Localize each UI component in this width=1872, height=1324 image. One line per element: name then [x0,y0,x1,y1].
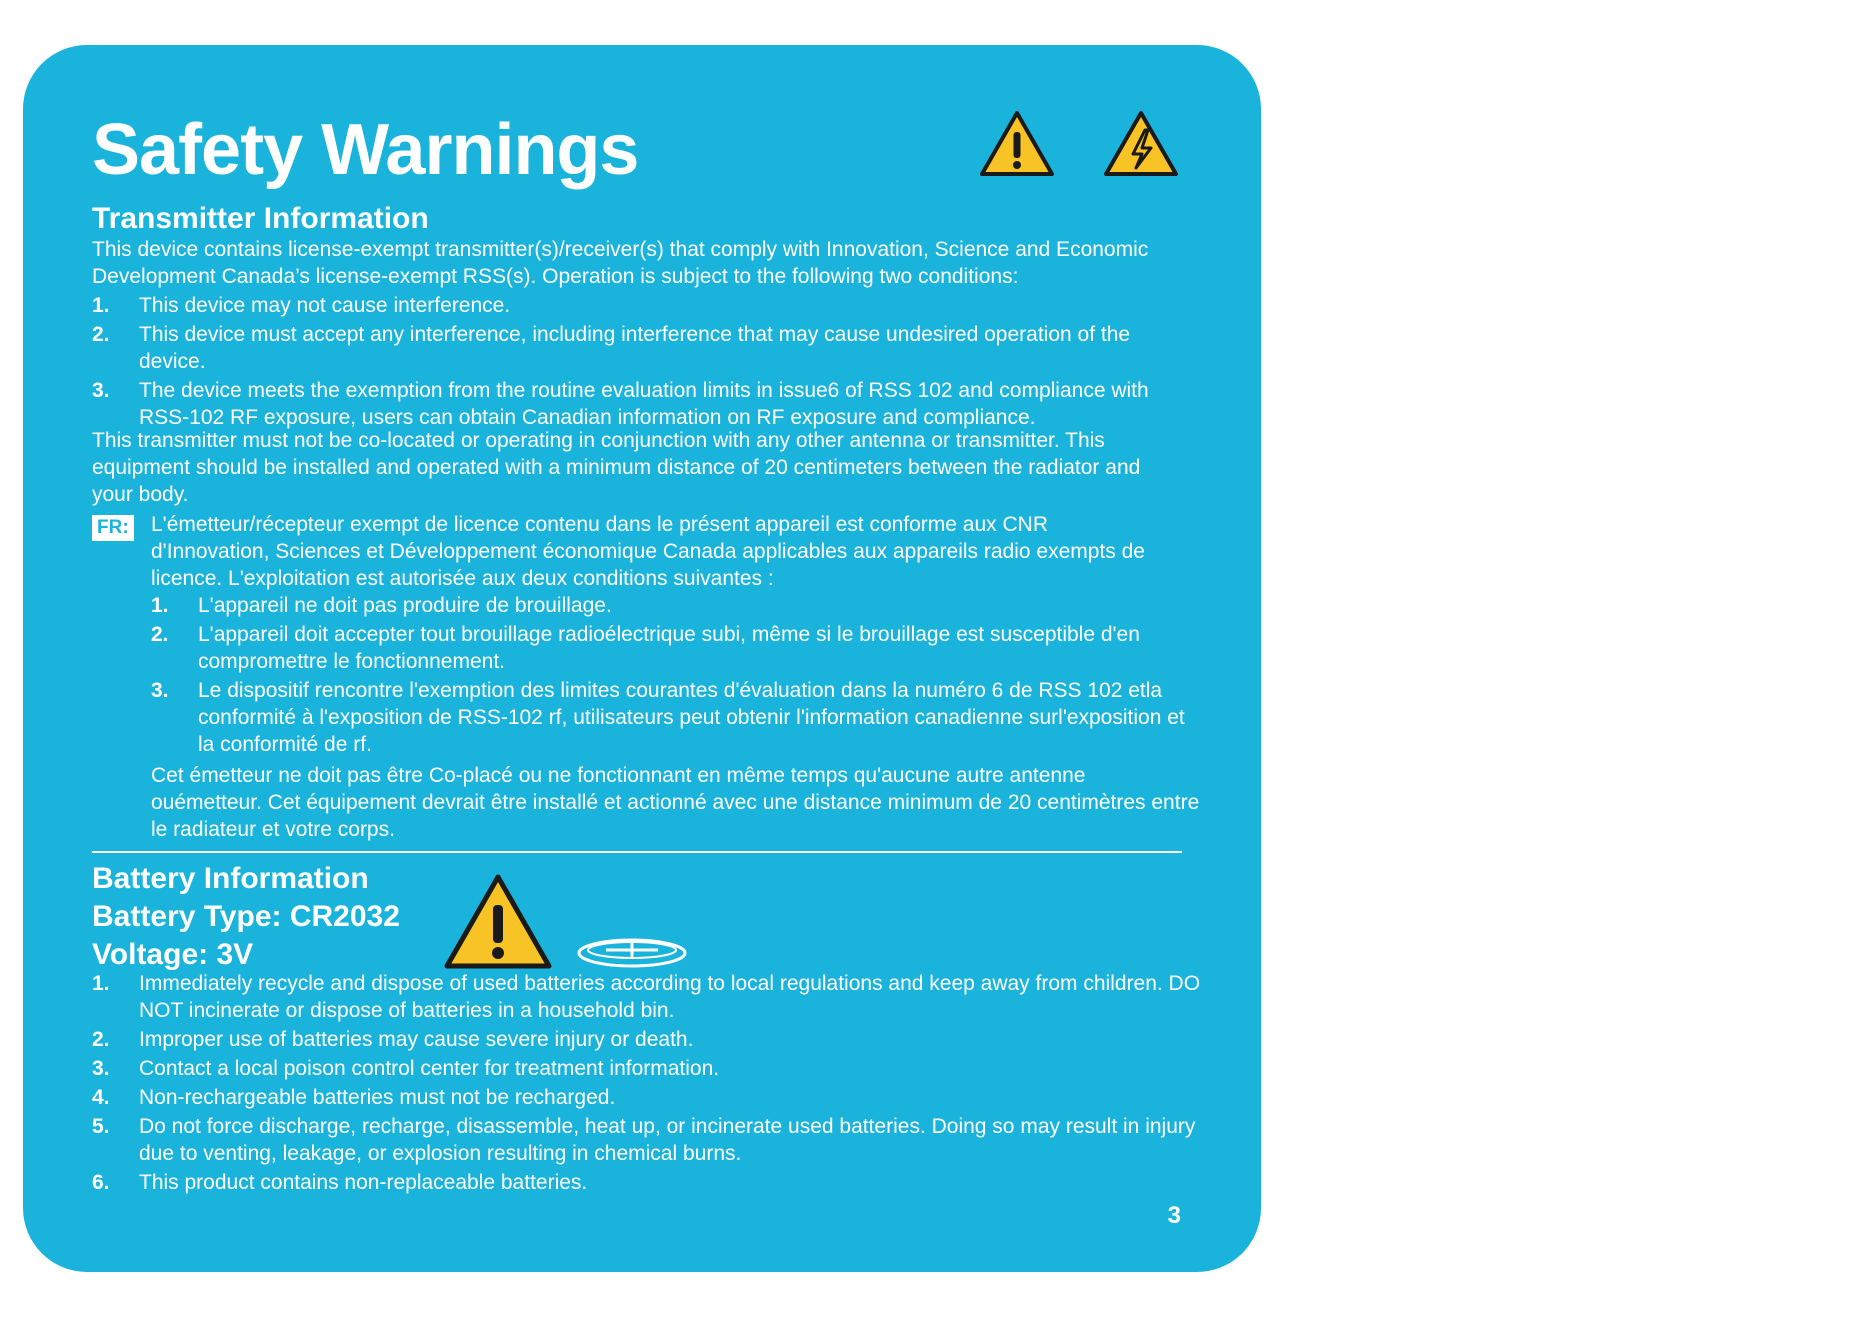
list-item: 2. L'appareil doit accepter tout brouillage radioélectrique subi, même si le brouillage est susceptible d'en compromettre le fonctionnement. [151,623,1140,673]
list-item: 3. The device meets the exemption from the routine evaluation limits in issue6 of RSS 102 and compliance with RSS-102 RF exposure, users can obtain Canadian information on RF exposure and compliance. [92,379,1149,429]
list-item: 1. L'appareil ne doit pas produire de brouillage. [151,594,612,617]
list-item: 2. This device must accept any interference, including interference that may cause undesired operation of the device. [92,323,1131,373]
page-title: Safety Warnings [92,110,639,190]
electrical-hazard-icon [1103,110,1179,178]
warning-exclamation-icon [979,110,1055,178]
list-item: 5. Do not force discharge, recharge, disassemble, heat up, or incinerate used batteries. Doing so may result in injury due to venting, leakage, or explosion resulting in chemical burns. [92,1115,1196,1165]
battery-warning-icon [443,873,553,971]
french-list [151,592,1196,760]
french-outro: Cet émetteur ne doit pas être Co-placé ou ne fonctionnant en même temps qu'aucune autre antenne ouémetteur. Cet équipement devrait être installé et actionné avec une distance minimum de 20 centimètres entre le radiateur et votre corps. [151,764,1200,841]
transmitter-outro: This transmitter must not be co-located or operating in conjunction with any other antenna or transmitter. This equipment should be installed and operated with a minimum distance of 20 centimeters between the radiator and your body. [92,429,1141,506]
transmitter-heading: Transmitter Information [92,202,429,235]
french-badge: FR: [92,515,134,541]
list-item: 2. Improper use of batteries may cause severe injury or death. [92,1028,694,1051]
battery-list [92,970,1202,1198]
list-item: 3. Le dispositif rencontre l'exemption des limites courantes d'évaluation dans la numéro 6 de RSS 102 etla conformité à l'exposition de RSS-102 rf, utilisateurs peut obtenir l'information canadienne surl'exposition et la conformité de rf. [151,679,1185,756]
page-number: 3 [1167,1202,1181,1229]
battery-type: Battery Type: CR2032 [92,900,400,933]
battery-voltage: Voltage: 3V [92,938,254,971]
battery-heading: Battery Information [92,862,369,895]
list-item: 4. Non-rechargeable batteries must not be recharged. [92,1086,616,1109]
list-item: 3. Contact a local poison control center for treatment information. [92,1057,720,1080]
list-item: 6. This product contains non-replaceable batteries. [92,1171,588,1194]
list-item: 1. Immediately recycle and dispose of used batteries according to local regulations and keep away from children. DO NOT incinerate or dispose of batteries in a household bin. [92,972,1201,1022]
coin-cell-battery-icon [576,935,688,971]
list-item: 1. This device may not cause interference. [92,294,511,317]
transmitter-intro: This device contains license-exempt transmitter(s)/receiver(s) that comply with Innovation, Science and Economic Development Canada’s license-exempt RSS(s). Operation is subject to the following two conditions: [92,238,1149,288]
transmitter-list [92,292,1202,433]
french-intro: L'émetteur/récepteur exempt de licence contenu dans le présent appareil est conforme aux CNR d'Innovation, Sciences et Développement économique Canada applicables aux appareils radio exempts de licence. L'exploitation est autorisée aux deux conditions suivantes : [151,513,1145,590]
section-divider [92,851,1182,853]
safety-warnings-panel [23,45,1261,1272]
